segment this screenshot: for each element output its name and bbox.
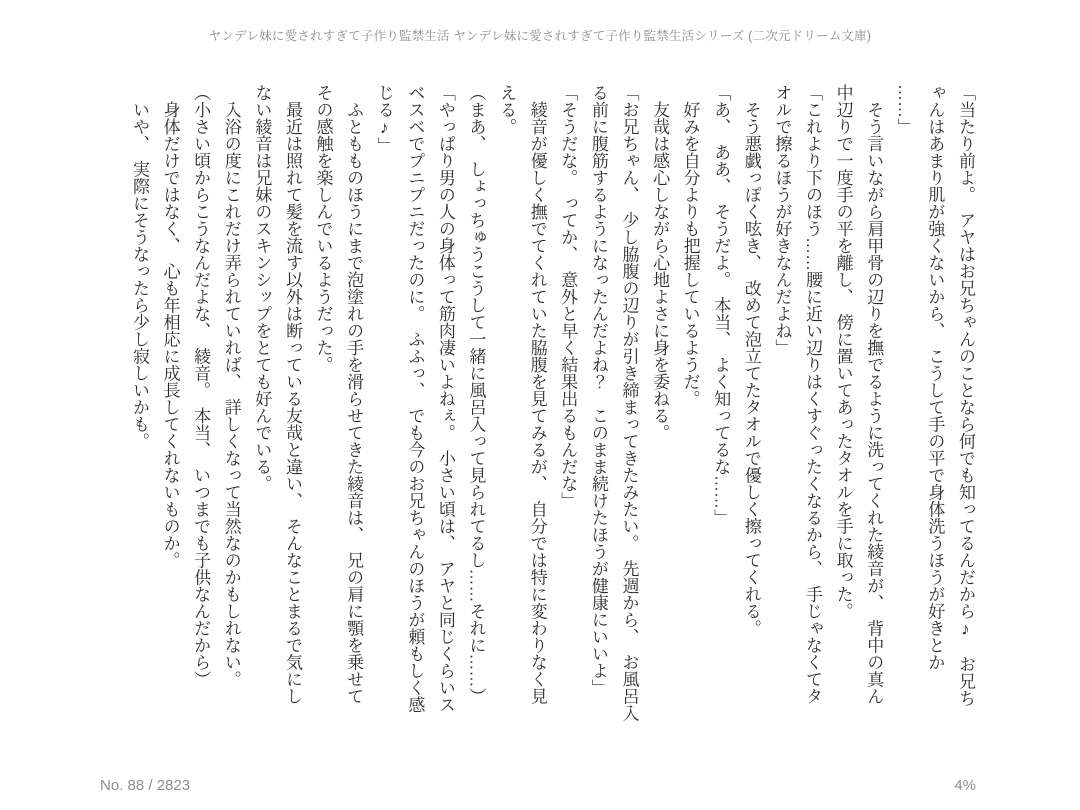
text-line: 「当たり前よ。 アヤはお兄ちゃんのことなら何でも知ってるんだから♪ お兄ち (956, 84, 975, 707)
text-line: じる♪」 (374, 84, 394, 154)
text-line: そう悪戯っぽく呟き、 改めて泡立てたタオルで優しく擦ってくれる。 (741, 84, 761, 637)
text-line: （小さい頃からこうなんだよな、 綾音。 本当、 いつまでも子供なんだから） (191, 84, 211, 688)
text-line: いや、 実際にそうなったら少し寂しいかも。 (129, 84, 149, 450)
text-line: ……」 (894, 84, 914, 135)
text-line: ない綾音は兄妹のスキンシップをとても好んでいる。 (252, 84, 272, 492)
text-line: 綾音が優しく撫でてくれていた脇腹を見てみるが、 自分では特に変わりなく見 (527, 84, 547, 705)
text-line: （まあ、 しょっちゅうこうして一緒に風呂入って見られてるし……それに……） (466, 84, 486, 705)
text-line: オルで擦るほうが好きなんだよね」 (772, 84, 792, 356)
text-line: 最近は照れて髪を流す以外は断っている友哉と違い、 そんなことまるで気にし (282, 84, 302, 705)
reading-area[interactable] (100, 84, 980, 756)
text-line: 「これより下のほう……腰に近い辺りはくすぐったくなるから、 手じゃなくてタ (803, 84, 823, 705)
text-line: 入浴の度にこれだけ弄られていれば、 詳しくなって当然なのかもしれない。 (221, 84, 241, 688)
text-line: 中辺りで一度手の平を離し、 傍に置いてあったタオルを手に取った。 (833, 84, 853, 620)
text-line: 「そうだな。 ってか、 意外と早く結果出るもんだな」 (558, 84, 578, 509)
text-line: ふともものほうにまで泡塗れの手を滑らせてきた綾音は、 兄の肩に顎を乗せて (344, 84, 364, 705)
text-line: ゃんはあまり肌が強くないから、 こうして手の平で身体洗うほうが好きとか (925, 84, 945, 671)
book-title-header: ヤンデレ妹に愛されすぎて子作り監禁生活 ヤンデレ妹に愛されすぎて子作り監禁生活シリーズ (二次元ドリーム文庫) (208, 29, 872, 43)
text-line: 「あ、 ああ、 そうだよ。 本当、 よく知ってるな……」 (711, 84, 731, 526)
text-line: 「やっぱり男の人の身体って筋肉凄いよねぇ。 小さい頃は、 アヤと同じくらいス (435, 84, 455, 713)
text-line: 「お兄ちゃん、 少し脇腹の辺りが引き締まってきたみたい。 先週から、 お風呂入 (619, 84, 639, 722)
text-line: 好みを自分よりも把握しているようだ。 (680, 84, 700, 407)
reader-lines (100, 84, 980, 756)
text-line: る前に腹筋するようになったんだよね？ このまま続けたほうが健康にいいよ」 (588, 84, 608, 696)
text-line: そう言いながら肩甲骨の辺りを撫でるように洗ってくれた綾音が、 背中の真ん (864, 84, 884, 705)
progress-percent: 4% (954, 777, 976, 794)
text-line: 身体だけではなく、 心も年相応に成長してくれないものか。 (160, 84, 180, 569)
text-line: ベスベでプニプニだったのに。 ふふっ、 でも今のお兄ちゃんのほうが頼もしく感 (405, 84, 425, 713)
text-line: その感触を楽しんでいるようだった。 (313, 84, 333, 373)
location-indicator: No. 88 / 2823 (100, 777, 191, 794)
text-line: える。 (497, 84, 517, 135)
text-line: 友哉は感心しながら心地よさに身を委ねる。 (650, 84, 670, 441)
